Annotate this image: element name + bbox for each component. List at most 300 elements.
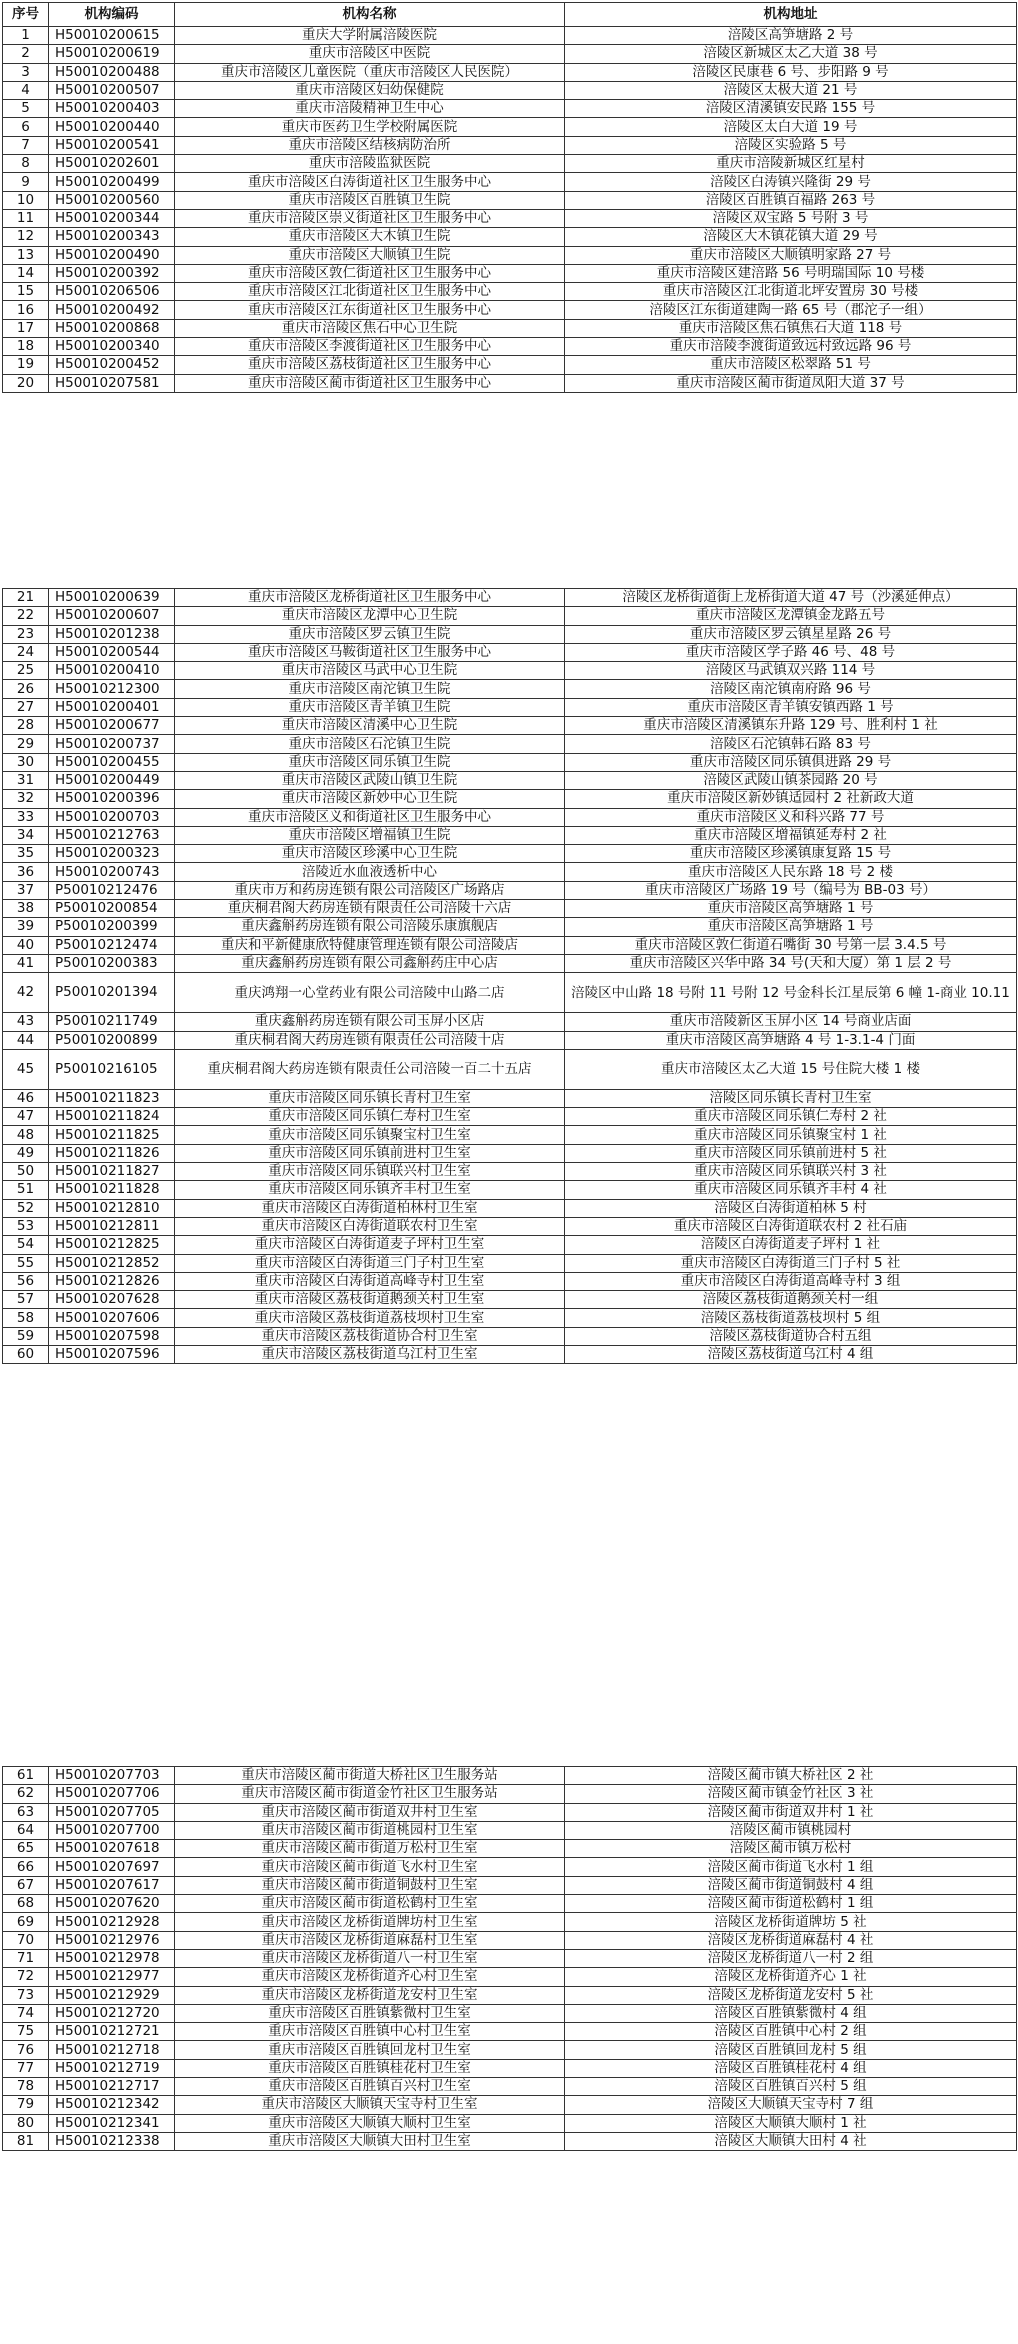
row-number: 2 <box>3 45 49 63</box>
institution-name: 重庆市涪陵区白涛街道三门子村卫生室 <box>175 1254 565 1272</box>
institution-address: 重庆市涪陵区白涛街道联农村 2 社石庙 <box>565 1217 1017 1235</box>
institution-address: 重庆市涪陵新城区红星村 <box>565 155 1017 173</box>
institution-table-part-1 <box>2 2 1017 393</box>
institution-code: H50010200560 <box>49 191 175 209</box>
row-number: 37 <box>3 881 49 899</box>
table-row <box>3 1199 1017 1217</box>
institution-name: 重庆市涪陵区马武中心卫生院 <box>175 662 565 680</box>
institution-code: H50010211828 <box>49 1181 175 1199</box>
row-number: 15 <box>3 283 49 301</box>
row-number: 1 <box>3 27 49 45</box>
institution-address: 涪陵区清溪镇安民路 155 号 <box>565 100 1017 118</box>
row-number: 36 <box>3 863 49 881</box>
table-row <box>3 45 1017 63</box>
table-row <box>3 1108 1017 1126</box>
table-row <box>3 1217 1017 1235</box>
institution-code: H50010200344 <box>49 209 175 227</box>
institution-code: H50010212811 <box>49 1217 175 1235</box>
row-number: 64 <box>3 1821 49 1839</box>
table-row <box>3 356 1017 374</box>
institution-name: 重庆桐君阁大药房连锁有限责任公司涪陵十店 <box>175 1031 565 1049</box>
table-row <box>3 1291 1017 1309</box>
institution-address: 涪陵区蔺市镇金竹社区 3 社 <box>565 1785 1017 1803</box>
table-row <box>3 1931 1017 1949</box>
table-row <box>3 1858 1017 1876</box>
institution-address: 重庆市涪陵区太乙大道 15 号住院大楼 1 楼 <box>565 1049 1017 1089</box>
row-number: 42 <box>3 973 49 1013</box>
row-number: 57 <box>3 1291 49 1309</box>
institution-code: H50010207628 <box>49 1291 175 1309</box>
institution-code: H50010212720 <box>49 2004 175 2022</box>
institution-name: 重庆市涪陵区江北街道社区卫生服务中心 <box>175 283 565 301</box>
institution-address: 重庆市涪陵新区玉屏小区 14 号商业店面 <box>565 1013 1017 1031</box>
institution-name: 重庆市涪陵区蔺市街道松鹤村卫生室 <box>175 1895 565 1913</box>
table-row <box>3 1272 1017 1290</box>
institution-code: H50010206506 <box>49 283 175 301</box>
institution-address: 涪陵区龙桥街道龙安村 5 社 <box>565 1986 1017 2004</box>
institution-address: 涪陵区荔枝街道协合村五组 <box>565 1327 1017 1345</box>
table-row <box>3 1767 1017 1785</box>
institution-code: H50010200499 <box>49 173 175 191</box>
institution-address: 重庆市涪陵区广场路 19 号（编号为 BB-03 号） <box>565 881 1017 899</box>
institution-name: 重庆市涪陵区百胜镇中心村卫生室 <box>175 2023 565 2041</box>
institution-code: H50010212928 <box>49 1913 175 1931</box>
institution-address: 涪陵区蔺市街道双井村 1 社 <box>565 1803 1017 1821</box>
institution-code: H50010200449 <box>49 771 175 789</box>
institution-name: 重庆市涪陵区龙潭中心卫生院 <box>175 607 565 625</box>
row-number: 48 <box>3 1126 49 1144</box>
institution-address: 涪陵区武陵山镇茶园路 20 号 <box>565 771 1017 789</box>
institution-name: 重庆市涪陵区百胜镇卫生院 <box>175 191 565 209</box>
institution-address: 重庆市涪陵区松翠路 51 号 <box>565 356 1017 374</box>
institution-name: 重庆市涪陵区新妙中心卫生院 <box>175 790 565 808</box>
row-number: 33 <box>3 808 49 826</box>
institution-address: 重庆市涪陵区清溪镇东升路 129 号、胜利村 1 社 <box>565 717 1017 735</box>
table-row <box>3 1821 1017 1839</box>
institution-code: H50010200544 <box>49 643 175 661</box>
institution-name: 重庆市涪陵区蔺市街道飞水村卫生室 <box>175 1858 565 1876</box>
institution-code: H50010212810 <box>49 1199 175 1217</box>
row-number: 10 <box>3 191 49 209</box>
institution-address: 重庆市涪陵区新妙镇适园村 2 社新政大道 <box>565 790 1017 808</box>
table-row <box>3 338 1017 356</box>
institution-address: 涪陵区白涛街道柏林 5 村 <box>565 1199 1017 1217</box>
institution-address: 重庆市涪陵区焦石镇焦石大道 118 号 <box>565 319 1017 337</box>
institution-address: 涪陵区民康巷 6 号、步阳路 9 号 <box>565 63 1017 81</box>
table-row <box>3 2041 1017 2059</box>
institution-name: 重庆市涪陵区龙桥街道八一村卫生室 <box>175 1949 565 1967</box>
table-row <box>3 2059 1017 2077</box>
institution-code: H50010200343 <box>49 228 175 246</box>
institution-address: 涪陵区龙桥街道八一村 2 组 <box>565 1949 1017 1967</box>
row-number: 31 <box>3 771 49 789</box>
row-number: 27 <box>3 698 49 716</box>
institution-address: 重庆市涪陵区同乐镇仁寿村 2 社 <box>565 1108 1017 1126</box>
row-number: 14 <box>3 264 49 282</box>
institution-name: 重庆市涪陵区荔枝街道荔枝坝村卫生室 <box>175 1309 565 1327</box>
institution-code: H50010200639 <box>49 589 175 607</box>
row-number: 53 <box>3 1217 49 1235</box>
institution-code: H50010212826 <box>49 1272 175 1290</box>
row-number: 72 <box>3 1968 49 1986</box>
institution-name: 重庆市涪陵区大顺镇天宝寺村卫生室 <box>175 2096 565 2114</box>
institution-name: 重庆市涪陵区蔺市街道万松村卫生室 <box>175 1840 565 1858</box>
institution-name: 重庆市涪陵区荔枝街道社区卫生服务中心 <box>175 356 565 374</box>
institution-code: H50010202601 <box>49 155 175 173</box>
institution-address: 涪陵区南沱镇南府路 96 号 <box>565 680 1017 698</box>
institution-address: 涪陵区龙桥街道街上龙桥街道大道 47 号（沙溪延伸点） <box>565 589 1017 607</box>
institution-address: 涪陵区龙桥街道麻磊村 4 社 <box>565 1931 1017 1949</box>
table-row <box>3 1895 1017 1913</box>
institution-code: H50010207617 <box>49 1876 175 1894</box>
header-address: 机构地址 <box>565 3 1017 27</box>
row-number: 56 <box>3 1272 49 1290</box>
table-row <box>3 1144 1017 1162</box>
table-row <box>3 81 1017 99</box>
table-row <box>3 173 1017 191</box>
institution-name: 重庆市涪陵区同乐镇长青村卫生室 <box>175 1089 565 1107</box>
row-number: 70 <box>3 1931 49 1949</box>
table-row <box>3 100 1017 118</box>
row-number: 52 <box>3 1199 49 1217</box>
table-row <box>3 735 1017 753</box>
institution-name: 重庆市涪陵区百胜镇紫微村卫生室 <box>175 2004 565 2022</box>
row-number: 77 <box>3 2059 49 2077</box>
institution-code: P50010200854 <box>49 900 175 918</box>
row-number: 67 <box>3 1876 49 1894</box>
institution-name: 重庆鑫斛药房连锁有限公司玉屏小区店 <box>175 1013 565 1031</box>
institution-name: 重庆市涪陵区蔺市街道铜鼓村卫生室 <box>175 1876 565 1894</box>
table-row <box>3 1840 1017 1858</box>
table-row <box>3 625 1017 643</box>
table-row <box>3 1803 1017 1821</box>
institution-address: 涪陵区太白大道 19 号 <box>565 118 1017 136</box>
institution-code: H50010207596 <box>49 1345 175 1363</box>
row-number: 3 <box>3 63 49 81</box>
institution-address: 涪陵区百胜镇桂花村 4 组 <box>565 2059 1017 2077</box>
institution-code: H50010207697 <box>49 1858 175 1876</box>
institution-name: 涪陵近水血液透析中心 <box>175 863 565 881</box>
institution-address: 重庆市涪陵区大顺镇明家路 27 号 <box>565 246 1017 264</box>
institution-code: H50010200455 <box>49 753 175 771</box>
institution-name: 重庆市涪陵区珍溪中心卫生院 <box>175 845 565 863</box>
table-row <box>3 1913 1017 1931</box>
institution-name: 重庆大学附属涪陵医院 <box>175 27 565 45</box>
institution-code: H50010200743 <box>49 863 175 881</box>
table-row <box>3 1785 1017 1803</box>
institution-address: 涪陵区大木镇花镇大道 29 号 <box>565 228 1017 246</box>
institution-code: H50010211825 <box>49 1126 175 1144</box>
row-number: 75 <box>3 2023 49 2041</box>
institution-code: H50010201238 <box>49 625 175 643</box>
institution-address: 重庆市涪陵区白涛街道高峰寺村 3 组 <box>565 1272 1017 1290</box>
institution-code: H50010200410 <box>49 662 175 680</box>
institution-code: H50010200323 <box>49 845 175 863</box>
institution-name: 重庆市涪陵区马鞍街道社区卫生服务中心 <box>175 643 565 661</box>
institution-name: 重庆市涪陵区罗云镇卫生院 <box>175 625 565 643</box>
row-number: 20 <box>3 374 49 392</box>
row-number: 71 <box>3 1949 49 1967</box>
institution-code: P50010200399 <box>49 918 175 936</box>
header-no: 序号 <box>3 3 49 27</box>
institution-code: H50010200607 <box>49 607 175 625</box>
institution-name: 重庆桐君阁大药房连锁有限责任公司涪陵十六店 <box>175 900 565 918</box>
row-number: 19 <box>3 356 49 374</box>
institution-address: 重庆市涪陵区高笋塘路 4 号 1-3.1-4 门面 <box>565 1031 1017 1049</box>
table-row <box>3 264 1017 282</box>
institution-name: 重庆市涪陵区荔枝街道协合村卫生室 <box>175 1327 565 1345</box>
table-row <box>3 191 1017 209</box>
table-row <box>3 717 1017 735</box>
institution-name: 重庆市涪陵区南沱镇卫生院 <box>175 680 565 698</box>
row-number: 68 <box>3 1895 49 1913</box>
institution-code: H50010200401 <box>49 698 175 716</box>
institution-name: 重庆市涪陵区龙桥街道麻磊村卫生室 <box>175 1931 565 1949</box>
table-row <box>3 680 1017 698</box>
institution-address: 涪陵区白涛镇兴隆街 29 号 <box>565 173 1017 191</box>
institution-code: H50010212719 <box>49 2059 175 2077</box>
institution-name: 重庆市涪陵精神卫生中心 <box>175 100 565 118</box>
row-number: 80 <box>3 2114 49 2132</box>
institution-name: 重庆市涪陵区敦仁街道社区卫生服务中心 <box>175 264 565 282</box>
table-header-row <box>3 3 1017 27</box>
institution-name: 重庆市涪陵区龙桥街道齐心村卫生室 <box>175 1968 565 1986</box>
institution-name: 重庆市涪陵区焦石中心卫生院 <box>175 319 565 337</box>
row-number: 38 <box>3 900 49 918</box>
table-row <box>3 1126 1017 1144</box>
institution-code: H50010207598 <box>49 1327 175 1345</box>
institution-address: 重庆市涪陵区蔺市街道凤阳大道 37 号 <box>565 374 1017 392</box>
row-number: 41 <box>3 954 49 972</box>
row-number: 60 <box>3 1345 49 1363</box>
institution-address: 涪陵区荔枝街道乌江村 4 组 <box>565 1345 1017 1363</box>
table-row <box>3 643 1017 661</box>
row-number: 7 <box>3 136 49 154</box>
table-row <box>3 1031 1017 1049</box>
institution-code: H50010212976 <box>49 1931 175 1949</box>
institution-name: 重庆市涪陵区荔枝街道鹅颈关村卫生室 <box>175 1291 565 1309</box>
institution-name: 重庆市涪陵区大顺镇卫生院 <box>175 246 565 264</box>
table-row <box>3 2004 1017 2022</box>
table-row <box>3 118 1017 136</box>
row-number: 59 <box>3 1327 49 1345</box>
institution-name: 重庆市涪陵区中医院 <box>175 45 565 63</box>
table-row <box>3 954 1017 972</box>
row-number: 13 <box>3 246 49 264</box>
row-number: 25 <box>3 662 49 680</box>
table-row <box>3 1236 1017 1254</box>
institution-address: 涪陵区实验路 5 号 <box>565 136 1017 154</box>
table-row <box>3 973 1017 1013</box>
institution-address: 重庆市涪陵区同乐镇齐丰村 4 社 <box>565 1181 1017 1199</box>
institution-name: 重庆市涪陵区蔺市街道双井村卫生室 <box>175 1803 565 1821</box>
institution-code: H50010200488 <box>49 63 175 81</box>
row-number: 79 <box>3 2096 49 2114</box>
institution-name: 重庆市涪陵区蔺市街道金竹社区卫生服务站 <box>175 1785 565 1803</box>
institution-code: H50010207705 <box>49 1803 175 1821</box>
institution-code: H50010200440 <box>49 118 175 136</box>
institution-code: H50010212852 <box>49 1254 175 1272</box>
table-row <box>3 698 1017 716</box>
institution-name: 重庆市涪陵区同乐镇前进村卫生室 <box>175 1144 565 1162</box>
table-row <box>3 1163 1017 1181</box>
institution-name: 重庆市涪陵区蔺市街道大桥社区卫生服务站 <box>175 1767 565 1785</box>
institution-name: 重庆桐君阁大药房连锁有限责任公司涪陵一百二十五店 <box>175 1049 565 1089</box>
header-code: 机构编码 <box>49 3 175 27</box>
institution-name: 重庆市涪陵区大顺镇大顺村卫生室 <box>175 2114 565 2132</box>
institution-address: 重庆市涪陵区罗云镇星星路 26 号 <box>565 625 1017 643</box>
institution-code: H50010200541 <box>49 136 175 154</box>
row-number: 9 <box>3 173 49 191</box>
institution-address: 涪陵区江东街道建陶一路 65 号（郡沱子一组） <box>565 301 1017 319</box>
institution-code: H50010200492 <box>49 301 175 319</box>
institution-name: 重庆鸿翔一心堂药业有限公司涪陵中山路二店 <box>175 973 565 1013</box>
institution-name: 重庆市涪陵区大顺镇大田村卫生室 <box>175 2132 565 2150</box>
table-row <box>3 845 1017 863</box>
row-number: 73 <box>3 1986 49 2004</box>
institution-address: 重庆市涪陵区珍溪镇康复路 15 号 <box>565 845 1017 863</box>
institution-code: P50010201394 <box>49 973 175 1013</box>
institution-address: 涪陵区蔺市镇桃园村 <box>565 1821 1017 1839</box>
row-number: 32 <box>3 790 49 808</box>
table-row <box>3 2023 1017 2041</box>
institution-name: 重庆市涪陵区大木镇卫生院 <box>175 228 565 246</box>
row-number: 58 <box>3 1309 49 1327</box>
institution-name: 重庆市涪陵区百胜镇回龙村卫生室 <box>175 2041 565 2059</box>
institution-code: H50010212300 <box>49 680 175 698</box>
table-row <box>3 607 1017 625</box>
table-row <box>3 1327 1017 1345</box>
row-number: 78 <box>3 2078 49 2096</box>
institution-code: H50010200703 <box>49 808 175 826</box>
institution-address: 涪陵区中山路 18 号附 11 号附 12 号金科长江星辰第 6 幢 1-商业 10.11 <box>565 973 1017 1013</box>
institution-code: H50010200737 <box>49 735 175 753</box>
row-number: 18 <box>3 338 49 356</box>
institution-address: 涪陵区石沱镇韩石路 83 号 <box>565 735 1017 753</box>
row-number: 30 <box>3 753 49 771</box>
institution-code: H50010211823 <box>49 1089 175 1107</box>
table-row <box>3 246 1017 264</box>
institution-name: 重庆市涪陵区同乐镇聚宝村卫生室 <box>175 1126 565 1144</box>
institution-code: H50010200340 <box>49 338 175 356</box>
institution-address: 涪陵区龙桥街道牌坊 5 社 <box>565 1913 1017 1931</box>
institution-table-part-3 <box>2 1766 1017 2151</box>
row-number: 47 <box>3 1108 49 1126</box>
institution-name: 重庆市涪陵区百胜镇桂花村卫生室 <box>175 2059 565 2077</box>
institution-name: 重庆市涪陵区白涛街道麦子坪村卫生室 <box>175 1236 565 1254</box>
row-number: 29 <box>3 735 49 753</box>
row-number: 5 <box>3 100 49 118</box>
institution-address: 涪陵区蔺市街道飞水村 1 组 <box>565 1858 1017 1876</box>
row-number: 8 <box>3 155 49 173</box>
institution-address: 涪陵区大顺镇天宝寺村 7 组 <box>565 2096 1017 2114</box>
institution-address: 重庆市涪陵区敦仁街道石嘴街 30 号第一层 3.4.5 号 <box>565 936 1017 954</box>
table-row <box>3 936 1017 954</box>
institution-name: 重庆市涪陵区儿童医院（重庆市涪陵区人民医院） <box>175 63 565 81</box>
institution-code: H50010212825 <box>49 1236 175 1254</box>
table-row <box>3 918 1017 936</box>
institution-name: 重庆市涪陵区增福镇卫生院 <box>175 826 565 844</box>
row-number: 69 <box>3 1913 49 1931</box>
row-number: 24 <box>3 643 49 661</box>
institution-name: 重庆市涪陵区同乐镇齐丰村卫生室 <box>175 1181 565 1199</box>
institution-address: 涪陵区同乐镇长青村卫生室 <box>565 1089 1017 1107</box>
row-number: 40 <box>3 936 49 954</box>
table-row <box>3 2114 1017 2132</box>
table-row <box>3 155 1017 173</box>
institution-name: 重庆和平新健康欣特健康管理连锁有限公司涪陵店 <box>175 936 565 954</box>
institution-name: 重庆市涪陵区龙桥街道龙安村卫生室 <box>175 1986 565 2004</box>
row-number: 11 <box>3 209 49 227</box>
institution-code: H50010212342 <box>49 2096 175 2114</box>
institution-name: 重庆市万和药房连锁有限公司涪陵区广场路店 <box>175 881 565 899</box>
table-row <box>3 753 1017 771</box>
table-row <box>3 1949 1017 1967</box>
institution-code: H50010211824 <box>49 1108 175 1126</box>
institution-name: 重庆市涪陵区武陵山镇卫生院 <box>175 771 565 789</box>
table-row <box>3 900 1017 918</box>
table-row <box>3 2096 1017 2114</box>
institution-table-part-2 <box>2 588 1017 1364</box>
row-number: 39 <box>3 918 49 936</box>
institution-code: H50010212717 <box>49 2078 175 2096</box>
row-number: 61 <box>3 1767 49 1785</box>
institution-code: H50010200619 <box>49 45 175 63</box>
institution-address: 重庆市涪陵李渡街道致远村致远路 96 号 <box>565 338 1017 356</box>
institution-address: 重庆市涪陵区同乐镇俱进路 29 号 <box>565 753 1017 771</box>
institution-name: 重庆市涪陵区崇义街道社区卫生服务中心 <box>175 209 565 227</box>
table-row <box>3 63 1017 81</box>
institution-address: 重庆市涪陵区学子路 46 号、48 号 <box>565 643 1017 661</box>
table-row <box>3 863 1017 881</box>
row-number: 81 <box>3 2132 49 2150</box>
row-number: 51 <box>3 1181 49 1199</box>
institution-address: 涪陵区蔺市街道松鹤村 1 组 <box>565 1895 1017 1913</box>
table-row <box>3 2078 1017 2096</box>
institution-name: 重庆市涪陵区蔺市街道社区卫生服务中心 <box>175 374 565 392</box>
institution-code: H50010207700 <box>49 1821 175 1839</box>
table-row <box>3 136 1017 154</box>
institution-code: H50010207706 <box>49 1785 175 1803</box>
institution-code: H50010212341 <box>49 2114 175 2132</box>
table-row <box>3 2132 1017 2150</box>
institution-code: H50010211827 <box>49 1163 175 1181</box>
institution-name: 重庆市涪陵区清溪中心卫生院 <box>175 717 565 735</box>
table-row <box>3 790 1017 808</box>
institution-address: 涪陵区百胜镇百兴村 5 组 <box>565 2078 1017 2096</box>
institution-name: 重庆市涪陵区李渡街道社区卫生服务中心 <box>175 338 565 356</box>
institution-code: H50010200452 <box>49 356 175 374</box>
table-row <box>3 228 1017 246</box>
institution-address: 涪陵区蔺市镇万松村 <box>565 1840 1017 1858</box>
row-number: 49 <box>3 1144 49 1162</box>
table-row <box>3 589 1017 607</box>
institution-code: P50010200383 <box>49 954 175 972</box>
institution-name: 重庆市涪陵区白涛街道柏林村卫生室 <box>175 1199 565 1217</box>
table-row <box>3 808 1017 826</box>
table-row <box>3 374 1017 392</box>
institution-code: H50010200396 <box>49 790 175 808</box>
table-row <box>3 1181 1017 1199</box>
institution-name: 重庆市涪陵区荔枝街道乌江村卫生室 <box>175 1345 565 1363</box>
institution-name: 重庆市涪陵区妇幼保健院 <box>175 81 565 99</box>
row-number: 74 <box>3 2004 49 2022</box>
row-number: 55 <box>3 1254 49 1272</box>
institution-name: 重庆市涪陵区江东街道社区卫生服务中心 <box>175 301 565 319</box>
institution-code: H50010211826 <box>49 1144 175 1162</box>
institution-address: 涪陵区新城区太乙大道 38 号 <box>565 45 1017 63</box>
institution-name: 重庆市涪陵区同乐镇卫生院 <box>175 753 565 771</box>
